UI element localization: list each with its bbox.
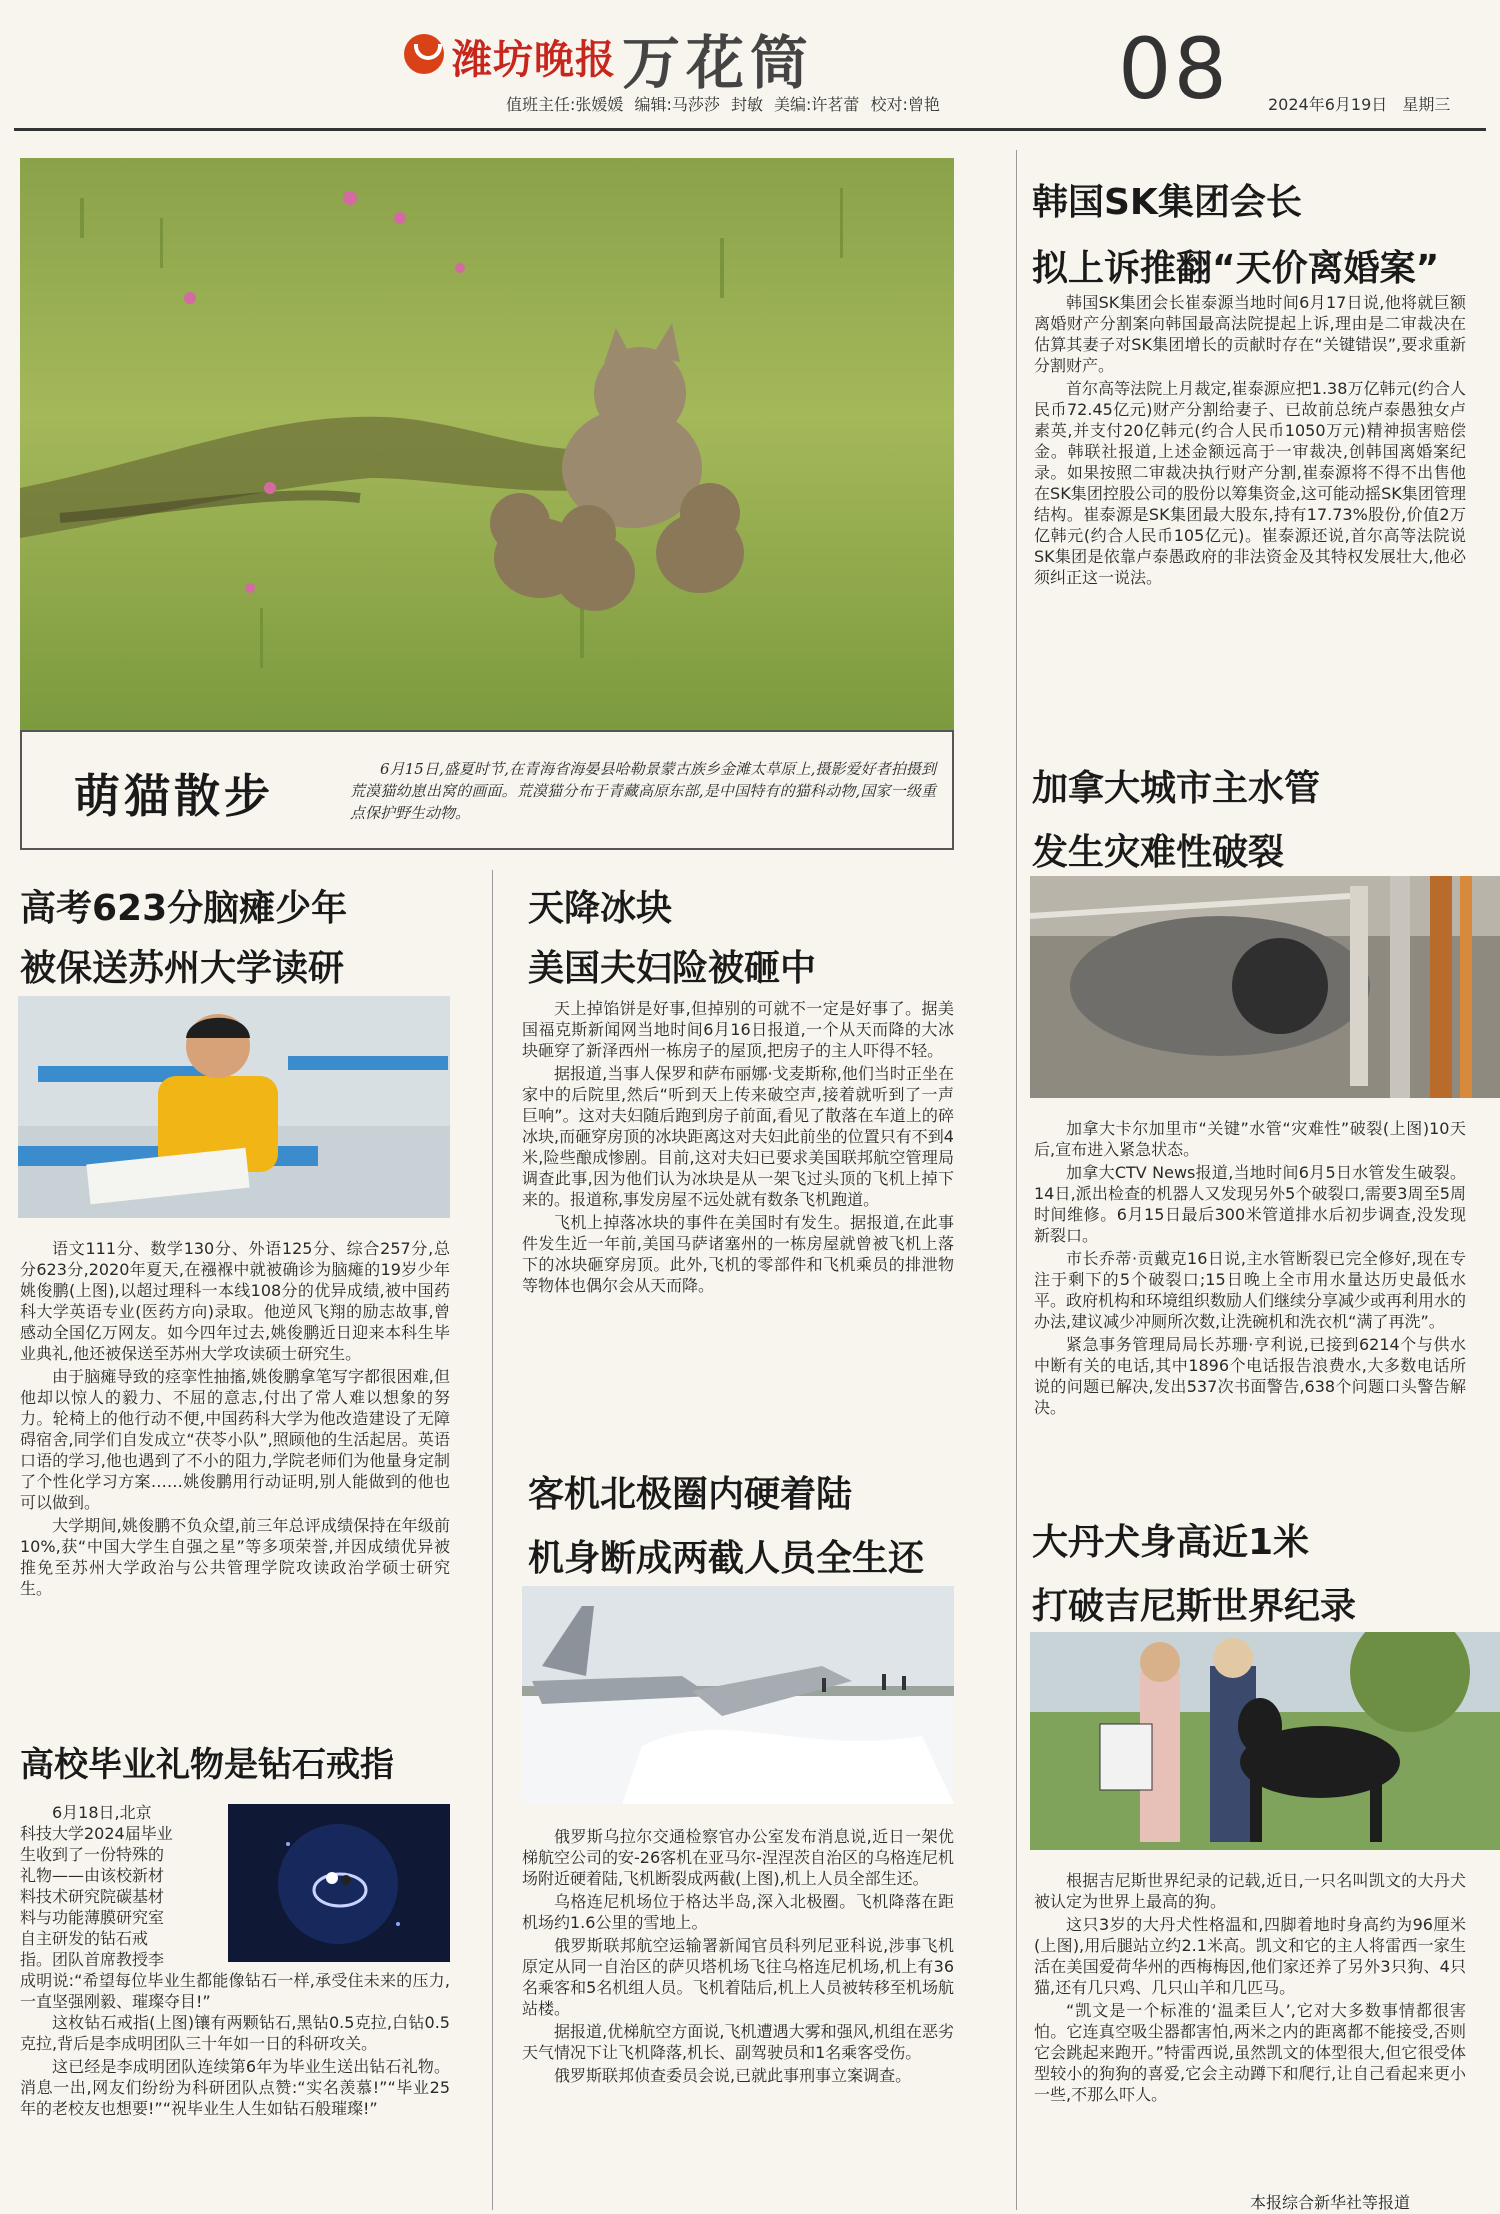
plane-paragraph: 俄罗斯乌拉尔交通检察官办公室发布消息说,近日一架优梯航空公司的安-26客机在亚马尔-涅涅茨自治区的乌格连尼机场附近硬着陆,飞机断裂成两截(上图),机上人员全部生还。 [522,1827,954,1888]
dog-headline-line: 打破吉尼斯世界纪录 [1032,1586,1357,1627]
ring-paragraph: 成明说:“希望每位毕业生都能像钻石一样,承受住未来的压力,一直坚强刚毅、璀璨夺目!” [20,1971,450,2011]
plane-headline-line: 机身断成两截人员全生还 [528,1538,925,1579]
cats-photo [20,158,954,730]
diamond-ring-photo [228,1804,450,1962]
ice-paragraph: 据报道,当事人保罗和萨布丽娜·戈麦斯称,他们当时正坐在家中的后院里,然后“听到天上传来破空声,接着就听到了一声巨响”。这对夫妇随后跑到房子前面,看见了散落在车道上的碎冰块,而砸穿房顶的冰块距离这对夫妇此前坐的位置只有不到4米,险些酿成惨剧。目前,这对夫妇已要求美国联邦航空管理局调查此事,因为他们认为冰块是从一架飞过头顶的飞机上掉下来的。报道称,事发房屋不远处就有数条飞机跑道。 [522,1064,954,1209]
canada-paragraph: 紧急事务管理局局长苏珊·亨利说,已接到6214个与供水中断有关的电话,其中1896个电话报告浪费水,大多数电话所说的问题已解决,发出537次书面警告,638个问题口头警告解决。 [1034,1335,1466,1417]
ring-article [20,1970,450,2119]
dog-article [1034,1870,1466,2105]
ice-headline-line: 美国夫妇险被砸中 [528,948,817,989]
cats-caption [350,758,936,824]
news-source-credit: 本报综合新华社等报道 [1250,2193,1411,2212]
dateline [1268,92,1450,115]
plane-paragraph: 乌格连尼机场位于格达半岛,深入北极圈。飞机降落在距机场约1.6公里的雪地上。 [522,1892,954,1932]
plane-headline-line: 客机北极圈内硬着陆 [528,1474,853,1515]
masthead-rule [14,128,1486,131]
gaokao-paragraph: 由于脑瘫导致的痉挛性抽搐,姚俊鹏拿笔写字都很困难,但他却以惊人的毅力、不屈的意志,付出了常人难以想象的努力。轮椅上的他行动不便,中国药科大学为他改造建设了无障碍宿舍,同学们自发成立“茯苓小队”,照顾他的生活起居。英语口语的学习,他也遇到了不小的阻力,学院老师们为他量身定制了个性化学习方案……姚俊鹏用行动证明,别人能做到的他也可以做到。 [20,1367,450,1512]
plane-headline [528,1470,988,1584]
gaokao-article [20,1238,450,1599]
ring-line: 料技术研究院碳基材 [20,1887,165,1906]
editor-credits: 值班主任:张媛媛 编辑:马莎莎 封敏 美编:许茗蕾 校对:曾艳 [506,95,940,114]
sk-headline-line: 拟上诉推翻“天价离婚案” [1032,248,1440,289]
page-number: 08 [1118,20,1229,118]
canada-article [1034,1118,1466,1418]
plane-article [522,1826,954,2086]
paper-name: 潍坊晚报 [452,36,616,83]
ring-paragraph: 这已经是李成明团队连续第6年为毕业生送出钻石礼物。消息一出,网友们纷纷为科研团队点赞:“实名羡慕!”“毕业25年的老校友也想要!”“祝毕业生人生如钻石般璀璨!” [20,2057,450,2118]
dog-paragraph: “凯文是一个标准的‘温柔巨人’,它对大多数事情都很害怕。它连真空吸尘器都害怕,两米之内的距离都不能接受,否则它会跳起来跑开。”特雷西说,虽然凯文的体型很大,但它很受体型较小的狗狗的喜爱,它会主动蹲下和爬行,让自己看起来更小一些,不那么吓人。 [1034,2001,1466,2104]
ring-paragraph: 这枚钻石戒指(上图)镶有两颗钻石,黑钻0.5克拉,白钻0.5克拉,背后是李成明团队三十年如一日的科研攻关。 [20,2013,450,2053]
plane-paragraph: 俄罗斯联邦侦查委员会说,已就此事刑事立案调查。 [554,2066,912,2085]
ice-article [522,998,954,1296]
newspaper-logo-icon [404,34,444,74]
gaokao-headline [20,884,480,994]
sk-article [1034,292,1466,588]
ring-article-intro [20,1802,220,1970]
canada-paragraph: 市长乔蒂·贡戴克16日说,主水管断裂已完全修好,现在专注于剩下的5个破裂口;15日晚上全市用水量达历史最低水平。政府机构和环境组织数励人们继续分享减少或再利用水的办法,建议减少冲厕所次数,让洗碗机和洗衣机“满了再洗”。 [1034,1249,1467,1331]
great-dane-photo [1030,1632,1500,1850]
ring-line: 指。团队首席教授李 [20,1950,165,1969]
ring-headline: 高校毕业礼物是钻石戒指 [20,1745,394,1785]
gaokao-paragraph: 语文111分、数学130分、外语125分、综合257分,总分623分,2020年夏天,在襁褓中就被确诊为脑瘫的19岁少年姚俊鹏(上图),以超过理科一本线108分的优异成绩,被中国药科大学英语专业(医药方向)录取。他逆风飞翔的励志故事,曾感动全国亿万网友。如今四年过去,姚俊鹏近日迎来本科生毕业典礼,他还被保送至苏州大学攻读硕士研究生。 [20,1239,450,1363]
plane-paragraph: 俄罗斯联邦航空运输署新闻官员科列尼亚科说,涉事飞机原定从同一自治区的萨贝塔机场飞往乌格连尼机场,机上有36名乘客和5名机组人员。飞机着陆后,机上人员被转移至机场航站楼。 [522,1936,954,2018]
ring-line: 礼物——由该校新材 [20,1866,165,1885]
ring-line: 科技大学2024届毕业 [20,1824,173,1843]
cats-caption-box [20,730,954,850]
ring-line: 料与功能薄膜研究室 [20,1908,165,1927]
dog-headline [1032,1518,1472,1632]
gaokao-paragraph: 大学期间,姚俊鹏不负众望,前三年总评成绩保持在年级前10%,获“中国大学生自强之星”等多项荣誉,并因成绩优异被推免至苏州大学政治与公共管理学院攻读政治学硕士研究生。 [20,1516,450,1598]
sk-headline [1032,178,1472,294]
water-pipe-photo [1030,876,1500,1098]
ice-paragraph: 飞机上掉落冰块的事件在美国时有发生。据报道,在此事件发生近一年前,美国马萨诸塞州的一栋房屋就曾被飞机上落下的冰块砸穿房顶。此外,飞机的零部件和飞机乘员的排泄物等物体也偶尔会从天而降。 [522,1213,954,1295]
sk-paragraph: 韩国SK集团会长崔泰源当地时间6月17日说,他将就巨额离婚财产分割案向韩国最高法院提起上诉,理由是二审裁决在估算其妻子对SK集团增长的贡献时存在“关键错误”,要求重新分割财产。 [1034,293,1466,375]
student-photo [18,996,450,1218]
issue-date: 2024年6月19日 [1268,95,1388,114]
gaokao-headline-line: 被保送苏州大学读研 [20,948,345,989]
sk-headline-line: 韩国SK集团会长 [1032,182,1302,223]
ring-line: 自主研发的钻石戒 [20,1929,149,1948]
section-name: 万花筒 [622,29,815,97]
ring-line: 6月18日,北京 [52,1803,152,1822]
dog-paragraph: 根据吉尼斯世界纪录的记载,近日,一只名叫凯文的大丹犬被认定为世界上最高的狗。 [1034,1871,1466,1911]
dog-headline-line: 大丹犬身高近1米 [1032,1522,1310,1563]
canada-headline [1032,764,1472,878]
ice-paragraph: 天上掉馅饼是好事,但掉别的可就不一定是好事了。据美国福克斯新闻网当地时间6月16日报道,一个从天而降的大冰块砸穿了新泽西州一栋房子的屋顶,把房子的主人吓得不轻。 [522,999,954,1060]
cats-title: 萌猫散步 [74,769,274,823]
cats-caption-text: 6月15日,盛夏时节,在青海省海晏县哈勒景蒙古族乡金滩太草原上,摄影爱好者拍摄到荒漠猫幼崽出窝的画面。荒漠猫分布于青藏高原东部,是中国特有的猫科动物,国家一级重点保护野生动物。 [350,760,936,822]
plane-paragraph: 据报道,优梯航空方面说,飞机遭遇大雾和强风,机组在恶劣天气情况下让飞机降落,机长、副驾驶员和1名乘客受伤。 [522,2022,954,2062]
ring-line: 生收到了一份特殊的 [20,1845,165,1864]
ice-headline-line: 天降冰块 [528,888,673,929]
sk-paragraph: 首尔高等法院上月裁定,崔泰源应把1.38万亿韩元(约合人民币72.45亿元)财产分割给妻子、已故前总统卢泰愚独女卢素英,并支付20亿韩元(约合人民币1050万元)精神损害赔偿金。韩联社报道,上述金额远高于一审裁决,创韩国离婚案纪录。如果按照二审裁决执行财产分割,崔泰源将不得不出售他在SK集团控股公司的股份以筹集资金,这可能动摇SK集团管理结构。崔泰源是SK集团最大股东,持有17.73%股份,价值2万亿韩元(约合人民币105亿元)。崔泰源还说,首尔高等法院说SK集团是依靠卢泰愚政府的非法资金及其特权发展壮大,他必须纠正这一说法。 [1034,379,1466,587]
ice-headline [528,884,968,994]
canada-headline-line: 发生灾难性破裂 [1032,832,1285,873]
plane-crash-photo [522,1586,954,1804]
gaokao-headline-line: 高考623分脑瘫少年 [20,888,348,929]
canada-paragraph: 加拿大CTV News报道,当地时间6月5日水管发生破裂。14日,派出检查的机器人又发现另外5个破裂口,需要3周至5周时间维修。6月15日最后300米管道排水后初步调查,没发现新裂口。 [1034,1163,1466,1245]
canada-paragraph: 加拿大卡尔加里市“关键”水管“灾难性”破裂(上图)10天后,宣布进入紧急状态。 [1034,1119,1466,1159]
column-rule [1016,150,1017,2210]
dog-paragraph: 这只3岁的大丹犬性格温和,四脚着地时身高约为96厘米(上图),用后腿站立约2.1米高。凯文和它的主人将雷西一家生活在美国爱荷华州的西梅梅因,他们家还养了另外3只狗、4只猫,还有几只鸡、几只山羊和几匹马。 [1034,1915,1466,1997]
issue-weekday: 星期三 [1402,95,1451,114]
canada-headline-line: 加拿大城市主水管 [1032,768,1321,809]
column-rule [492,870,493,2210]
